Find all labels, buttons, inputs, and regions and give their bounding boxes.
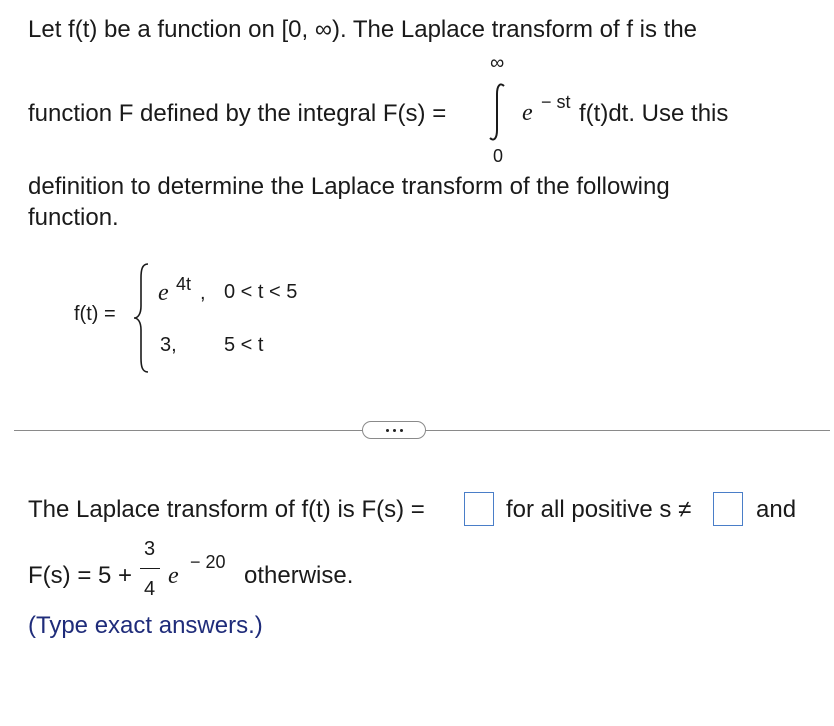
answer-prefix: The Laplace transform of f(t) is F(s) = (28, 496, 425, 523)
case-1-e: e (158, 280, 169, 306)
piecewise-lhs: f(t) = (74, 303, 116, 325)
answer-exponent: − 20 (190, 552, 226, 572)
s-exclusion-input[interactable] (713, 492, 743, 526)
intro-line-4: function. (28, 204, 119, 231)
answer-line-2-prefix: F(s) = 5 + (28, 562, 133, 589)
more-options-button[interactable] (362, 421, 426, 439)
integrand-e: e (522, 100, 533, 126)
case-1-exponent: 4t (176, 274, 192, 294)
dot-icon (393, 429, 396, 432)
integral-upper-limit: ∞ (490, 52, 505, 74)
integral-sign-icon (486, 80, 510, 144)
fraction-denominator: 4 (144, 578, 156, 600)
intro-line-2-prefix: function F defined by the integral F(s) = (28, 100, 447, 127)
answer-e: e (168, 563, 179, 589)
integrand-exponent: − st (541, 92, 571, 112)
intro-line-1: Let f(t) be a function on [0, ∞). The Laplace transform of f is the (28, 16, 698, 43)
intro-line-2-suffix: f(t)dt. Use this (579, 100, 729, 127)
case-1-condition: 0 < t < 5 (224, 281, 298, 303)
intro-line-3: definition to determine the Laplace transform of the following (28, 173, 670, 200)
answer-line-2-suffix: otherwise. (244, 562, 354, 589)
answer-format-note: (Type exact answers.) (28, 612, 263, 639)
left-brace-icon (132, 262, 154, 374)
laplace-answer-input[interactable] (464, 492, 494, 526)
answer-suffix: and (756, 496, 797, 523)
case-2-value: 3, (160, 334, 177, 356)
case-1-comma: , (200, 282, 206, 304)
answer-middle: for all positive s ≠ (506, 496, 692, 523)
dot-icon (386, 429, 389, 432)
fraction-numerator: 3 (144, 538, 156, 560)
fraction-bar (140, 568, 160, 569)
case-2-condition: 5 < t (224, 334, 264, 356)
dot-icon (400, 429, 403, 432)
integral-lower-limit: 0 (493, 146, 504, 166)
